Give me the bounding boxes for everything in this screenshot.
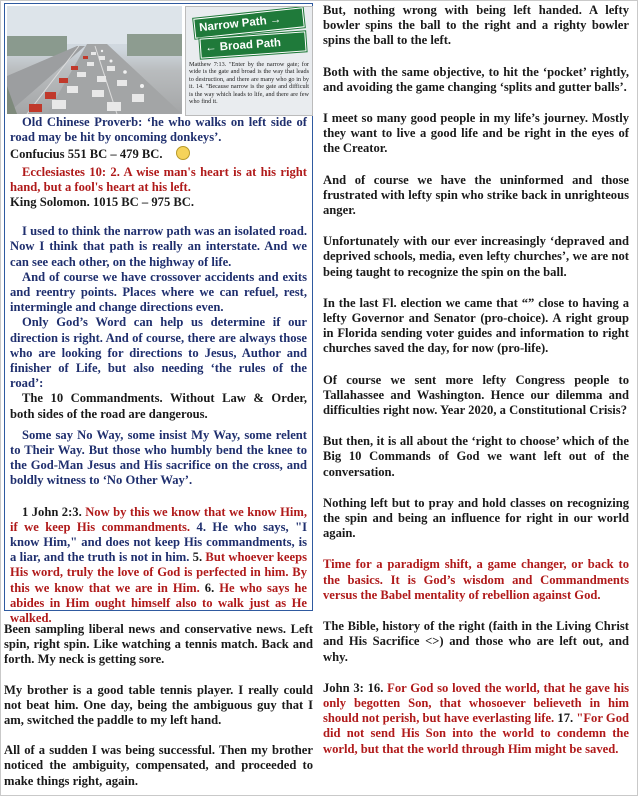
- left-top-box: [4, 3, 313, 626]
- john-3-16-paragraph: [323, 681, 629, 757]
- pray-paragraph: Nothing left but to pray and hold classes on recognizing the spin and being an influence for right in our world again.: [323, 495, 629, 541]
- john-3-17-num: 17.: [554, 711, 574, 726]
- left-arrow-icon: ←: [204, 41, 218, 55]
- matthew-verse: Matthew 7:13. "Enter by the narrow gate; for wide is the gate and broad is the way that leads to destruction, and there are many who go in by it. 14. "Because narrow is the gate and difficult is the way which leads to life, and there are few who find it.: [189, 61, 309, 106]
- john-3-16-text: For God so loved the world, that he gave his only begotten Son, that whosoever believeth in him should not perish, but have everlasting life.: [323, 680, 629, 726]
- first-john-v4: 4. He who says, "I know Him," and does not keep His commandments, is a liar, and the truth is not in him.: [10, 519, 308, 565]
- schools-paragraph: Unfortunately with our ever increasingly ‘depraved and deprived schools, media, even lefty churches’, we are not being taught to recognize the spin on the ball.: [323, 234, 629, 279]
- sign-top-text: Narrow Path: [198, 15, 268, 35]
- first-john-v6-num: 6.: [199, 580, 215, 595]
- table-tennis-paragraph: My brother is a good table tennis player. I really could not beat him. One day, being the ambiguous guy that I am, switched the paddle to my left hand.: [4, 682, 313, 728]
- successful-paragraph: All of a sudden I was being successful. Then my brother noticed the ambiguity, compensated, and proceeded to make things right, again.: [4, 743, 313, 788]
- first-john-v3: Now by this we know that we know Him, if we keep His commandments.: [10, 504, 307, 534]
- highway-traffic-photo: [7, 6, 182, 114]
- ecclesiastes-quote: Ecclesiastes 10: 2. A wise man's heart is at his right hand, but a fool's heart at his left.: [10, 164, 307, 194]
- john-3-16-ref: John 3: 16.: [323, 680, 384, 695]
- confucius-line: [10, 146, 307, 162]
- only-god-paragraph: Only God’s Word can help us determine if our direction is right. And of course, there are always those who are looking for directions to Jesus, Author and finisher of Life, but also needing ‘the rules of the road’:: [10, 315, 307, 391]
- right-to-choose-paragraph: But then, it is all about the ‘right to choose’ which of the Big 10 Commands of God we want left out of the conversation.: [323, 434, 629, 479]
- first-john-v5-num: 5.: [189, 550, 203, 565]
- congress-paragraph: Of course we sent more lefty Congress people to Tallahassee and Washington. Hence our dilemma and difficulties right now. Year 2020, a Constitutional Crisis?: [323, 372, 629, 418]
- commandments-paragraph: The 10 Commandments. Without Law & Order, both sides of the road are dangerous.: [10, 391, 307, 421]
- first-john-v6: He who says he abides in Him ought himself also to walk just as He walked.: [10, 580, 307, 626]
- narrow-path-paragraph: I used to think the narrow path was an isolated road. Now I think that path is really an interstate. And we can see each other, on the highway of life.: [10, 224, 307, 269]
- crossover-paragraph: And of course we have crossover accidents and exits and reentry points. Places where we can refuel, rest, intermingle and change directions even.: [10, 269, 307, 315]
- right-column: [323, 3, 629, 757]
- no-way-paragraph: Some say No Way, some insist My Way, some relent to Their Way. But those who humbly bend the knee to the God-Man Jesus and His sacrifice on the cross, and boldly witness to ‘No Other Way’.: [10, 427, 307, 488]
- news-paragraph: Been sampling liberal news and conservative news. Left spin, right spin. Like watching a tennis match. Back and forth. My neck is getting sore.: [4, 622, 313, 667]
- smiley-icon: [176, 146, 190, 160]
- traffic-illustration: [7, 6, 182, 114]
- solomon-line: King Solomon. 1015 BC – 975 BC.: [10, 195, 195, 210]
- chinese-proverb: Old Chinese Proverb: ‘he who walks on left side of road may be hit by oncoming donkeys’.: [10, 115, 307, 145]
- pocket-paragraph: Both with the same objective, to hit the ‘pocket’ rightly, and avoiding the game changing ‘splits and gutter balls’.: [323, 64, 629, 94]
- first-john-paragraph: [10, 505, 307, 627]
- first-john-ref: 1 John 2:3.: [22, 504, 82, 519]
- left-top-text: [10, 115, 307, 626]
- left-bottom-column: [4, 622, 313, 804]
- confucius-text: Confucius 551 BC – 479 BC.: [10, 147, 163, 162]
- sign-bottom-text: Broad Path: [219, 37, 282, 54]
- right-arrow-icon: →: [269, 13, 282, 27]
- good-people-paragraph: I meet so many good people in my life’s journey. Mostly they want to live a good life and be right in the eyes of the Creator.: [323, 111, 629, 156]
- john-3-17-text: "For God did not send His Son into the world to condemn the world, but that the world through Him might be saved.: [323, 711, 630, 756]
- uninformed-paragraph: And of course we have the uninformed and those frustrated with lefty spin who strike back in unrighteous anger.: [323, 172, 629, 218]
- narrow-broad-path-image: [185, 6, 313, 116]
- bible-history-paragraph: The Bible, history of the right (faith in the Living Christ and His Sacrifice <>) and those who are left out, and why.: [323, 619, 629, 664]
- bowler-paragraph: But, nothing wrong with being left handed. A lefty bowler spins the ball to the right and a righty bowler spins the ball to the left.: [323, 3, 629, 48]
- first-john-v5: But whoever keeps His word, truly the love of God is perfected in him. By this we know that we are in Him.: [10, 550, 307, 595]
- paradigm-shift-paragraph: Time for a paradigm shift, a game changer, or back to the basics. It is God’s wisdom and Commandments versus the Babel mentality of rebellion against God.: [323, 557, 629, 602]
- election-paragraph: In the last Fl. election we came that “” close to having a lefty Governor and Senator (pro-choice). A right group in Florida sending voter guides and information to right churches saved the day, for now (pro-life).: [323, 295, 629, 356]
